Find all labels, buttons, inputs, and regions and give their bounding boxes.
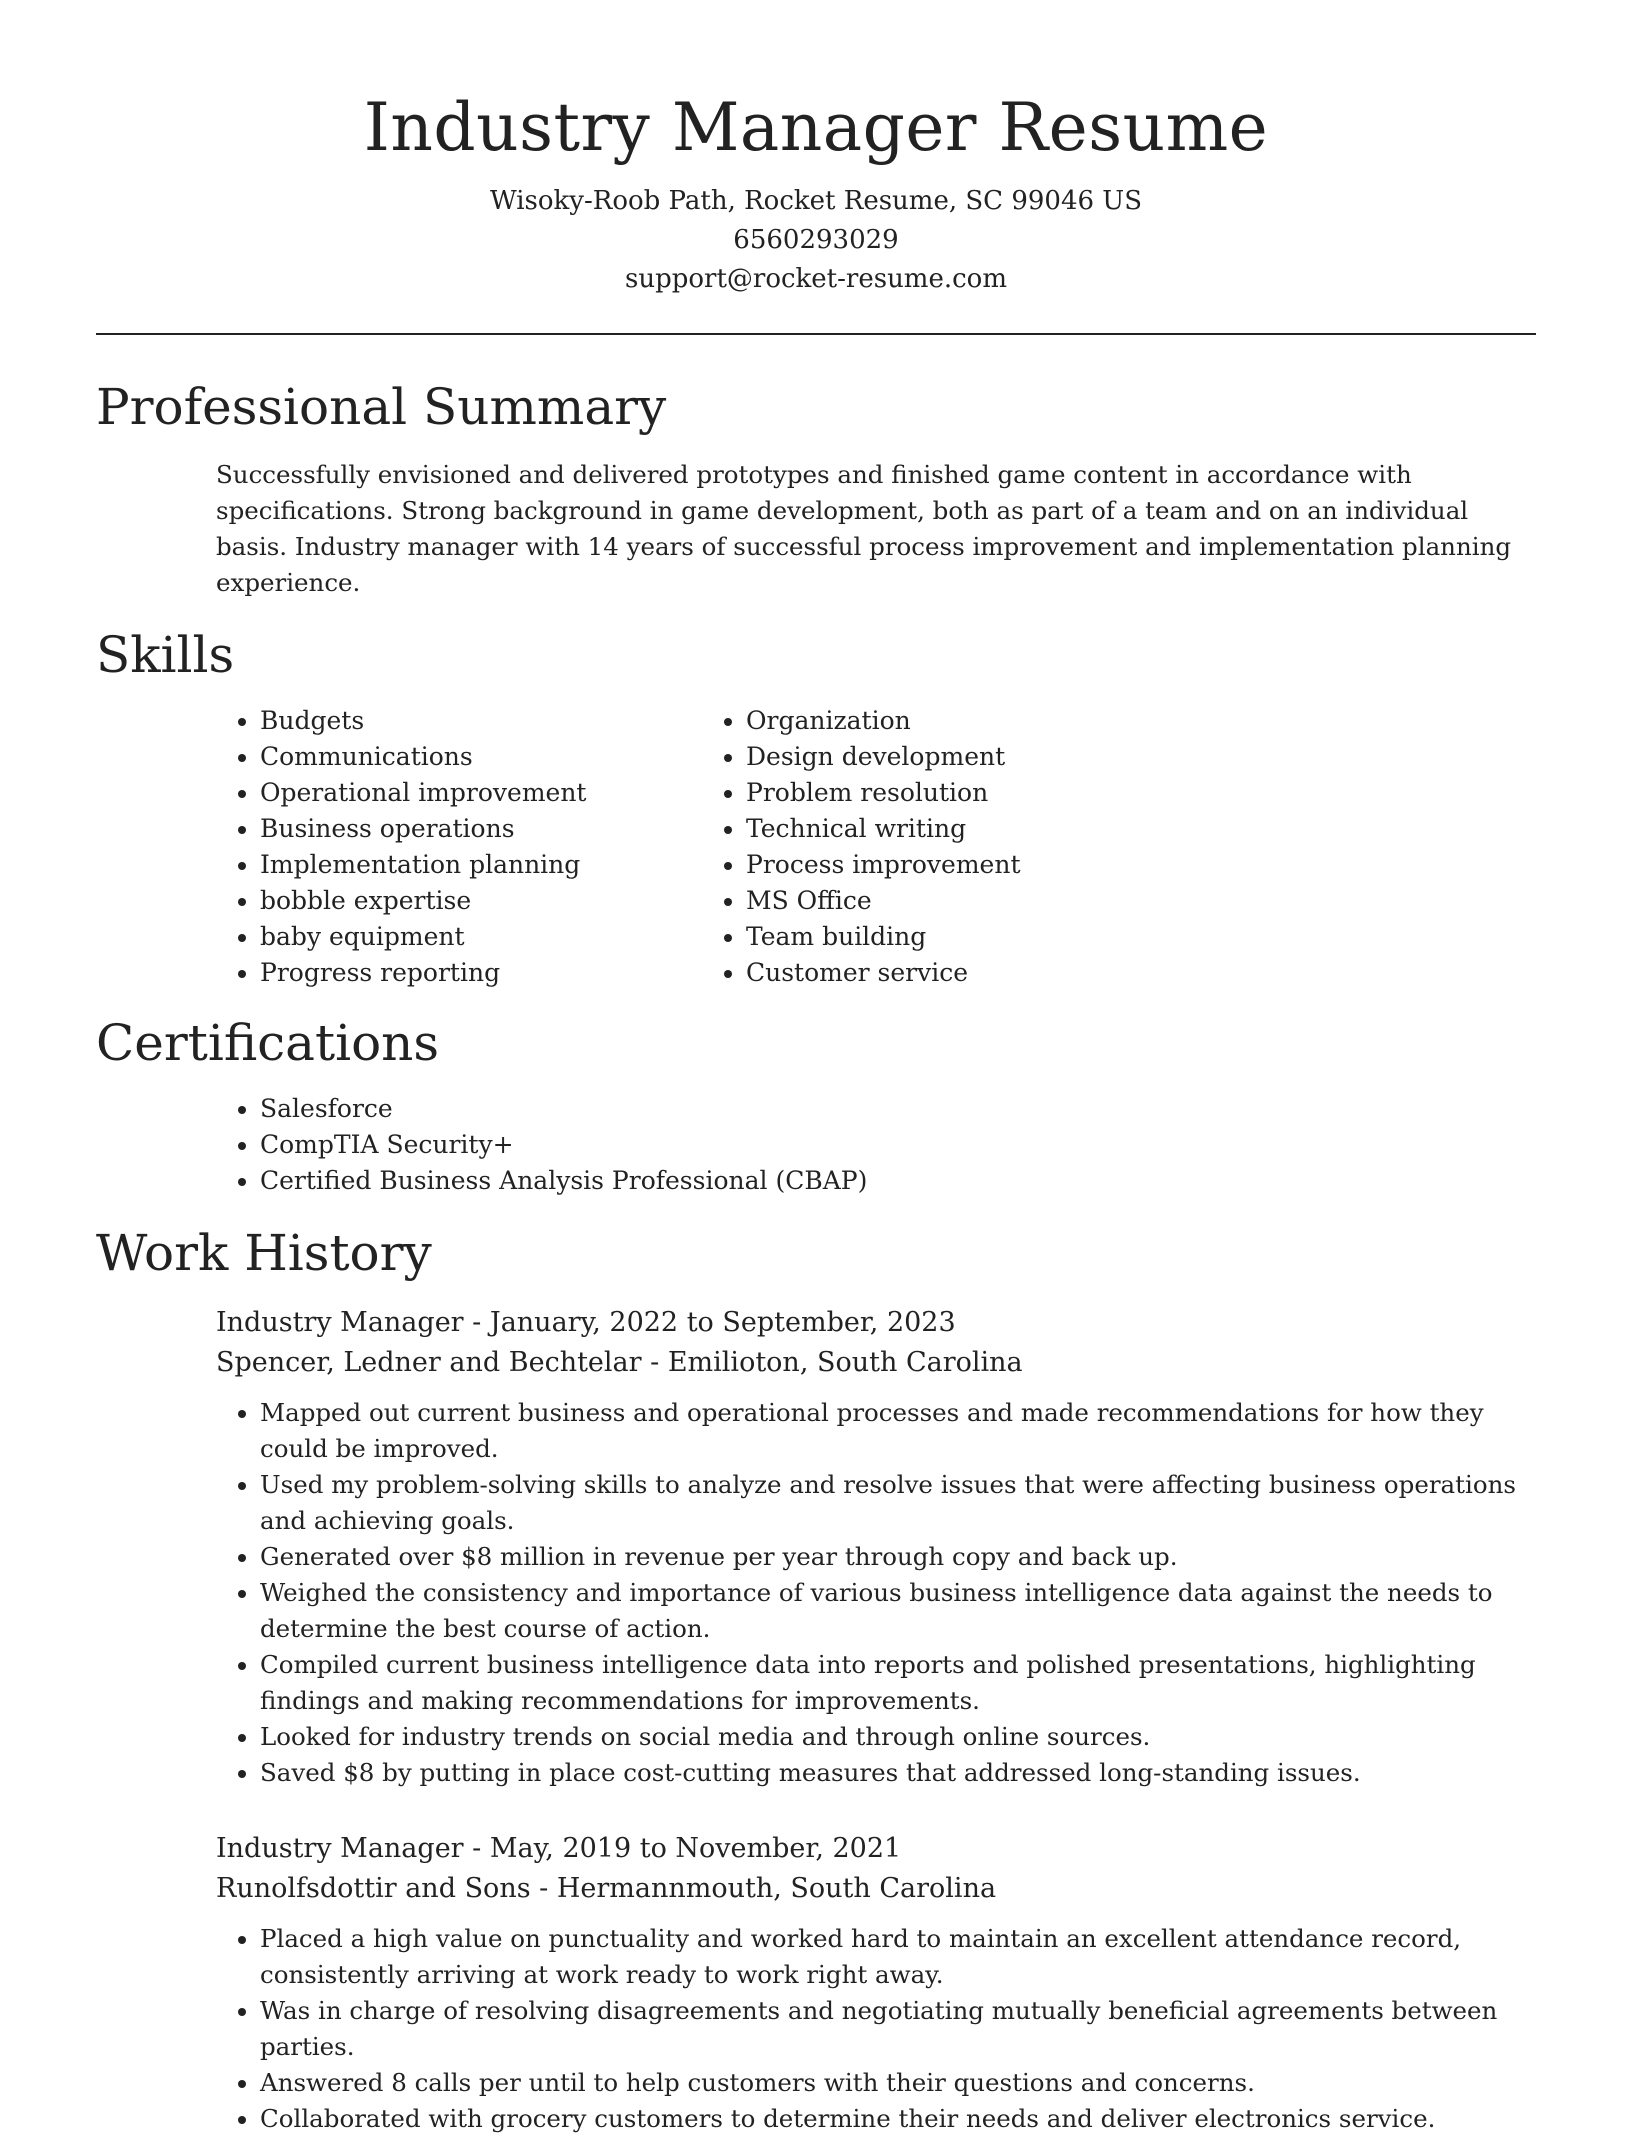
work-history-section [96, 1223, 1536, 2137]
job-company-line [216, 1343, 1536, 1383]
skill-item: • Process improvement [746, 847, 1021, 883]
skill-item: • Communications [260, 739, 746, 775]
job-bullet: • Placed a high value on punctuality and worked hard to maintain an excellent attendance record, consistently arriving at work ready to work right away. [260, 1921, 1536, 1993]
skills-list-right [582, 703, 1021, 991]
job-bullet: • Collaborated with grocery customers to determine their needs and deliver electronics service. [260, 2101, 1536, 2137]
contact-phone: 6560293029 [733, 225, 899, 255]
job-bullet: • Compiled current business intelligence data into reports and polished presentations, highlighting findings and making recommendations for improvements. [260, 1647, 1536, 1719]
job-bullet: • Used my problem-solving skills to analyze and resolve issues that were affecting business operations and achieving goals. [260, 1467, 1536, 1539]
job-title: Industry Manager [216, 1833, 464, 1864]
job-entry [216, 1303, 1536, 1791]
skills-column-right [582, 703, 1021, 991]
job-location: - Emilioton, South Carolina [641, 1347, 1023, 1378]
job-bullet: • Generated over $8 million in revenue per year through copy and back up. [260, 1539, 1536, 1575]
contact-block [96, 182, 1536, 299]
summary-section [96, 377, 1536, 601]
certifications-list [96, 1091, 1536, 1199]
job-entry [216, 1829, 1536, 2137]
job-bullet: • Answered 8 calls per until to help customers with their questions and concerns. [260, 2065, 1536, 2101]
work-history-heading: Work History [96, 1224, 432, 1282]
contact-address: Wisoky-Roob Path, Rocket Resume, SC 99046 US [489, 186, 1143, 216]
job-bullet: • Saved $8 by putting in place cost-cutting measures that addressed long-standing issues. [260, 1755, 1536, 1791]
resume-header [96, 0, 1536, 299]
skills-section [96, 625, 1536, 991]
skill-item: • baby equipment [260, 919, 746, 955]
skills-heading: Skills [96, 626, 235, 684]
resume-title: Industry Manager Resume [363, 89, 1269, 166]
skill-item: • Budgets [260, 703, 746, 739]
resume-page [96, 0, 1536, 2137]
job-title-line [216, 1829, 1536, 1869]
job-bullets [216, 1921, 1536, 2137]
skill-item: • Organization [746, 703, 1021, 739]
skills-columns [96, 703, 1536, 991]
skill-item: • Problem resolution [746, 775, 1021, 811]
company-name: Spencer, Ledner and Bechtelar [216, 1347, 642, 1378]
job-title-line [216, 1303, 1536, 1343]
job-bullet: • Mapped out current business and operational processes and made recommendations for how they could be improved. [260, 1395, 1536, 1467]
company-name: Runolfsdottir and Sons [216, 1873, 531, 1904]
job-bullet: • Looked for industry trends on social media and through online sources. [260, 1719, 1536, 1755]
summary-text: Successfully envisioned and delivered prototypes and finished game content in accordance with specifications. Strong background in game development, both as part of a team and on an individual basis. Industry manager with 14 years of successful process improvement and implementation planning experience. [216, 460, 1512, 597]
job-bullet: • Was in charge of resolving disagreements and negotiating mutually beneficial agreements between parties. [260, 1993, 1536, 2065]
job-title: Industry Manager [216, 1307, 464, 1338]
job-location: - Hermannmouth, South Carolina [530, 1873, 997, 1904]
skill-item: • Progress reporting [260, 955, 746, 991]
job-dates: - May, 2019 to November, 2021 [463, 1833, 902, 1864]
contact-email: support@rocket-resume.com [624, 264, 1007, 294]
skill-item: • Technical writing [746, 811, 1021, 847]
job-company-line [216, 1869, 1536, 1909]
job-bullets [216, 1395, 1536, 1791]
certification-item: • CompTIA Security+ [260, 1127, 1536, 1163]
skill-item: • Design development [746, 739, 1021, 775]
skill-item: • Business operations [260, 811, 746, 847]
skill-item: • bobble expertise [260, 883, 746, 919]
job-dates: - January, 2022 to September, 2023 [463, 1307, 956, 1338]
certification-item: • Certified Business Analysis Professional (CBAP) [260, 1163, 1536, 1199]
skill-item: • Implementation planning [260, 847, 746, 883]
summary-heading: Professional Summary [96, 378, 667, 436]
skill-item: • MS Office [746, 883, 1021, 919]
job-bullet: • Weighed the consistency and importance of various business intelligence data against the needs to determine the best course of action. [260, 1575, 1536, 1647]
skill-item: • Operational improvement [260, 775, 746, 811]
skill-item: • Customer service [746, 955, 1021, 991]
certification-item: • Salesforce [260, 1091, 1536, 1127]
certifications-section [96, 1013, 1536, 1199]
certifications-heading: Certifications [96, 1014, 440, 1072]
skill-item: • Team building [746, 919, 1021, 955]
header-divider [96, 333, 1536, 335]
